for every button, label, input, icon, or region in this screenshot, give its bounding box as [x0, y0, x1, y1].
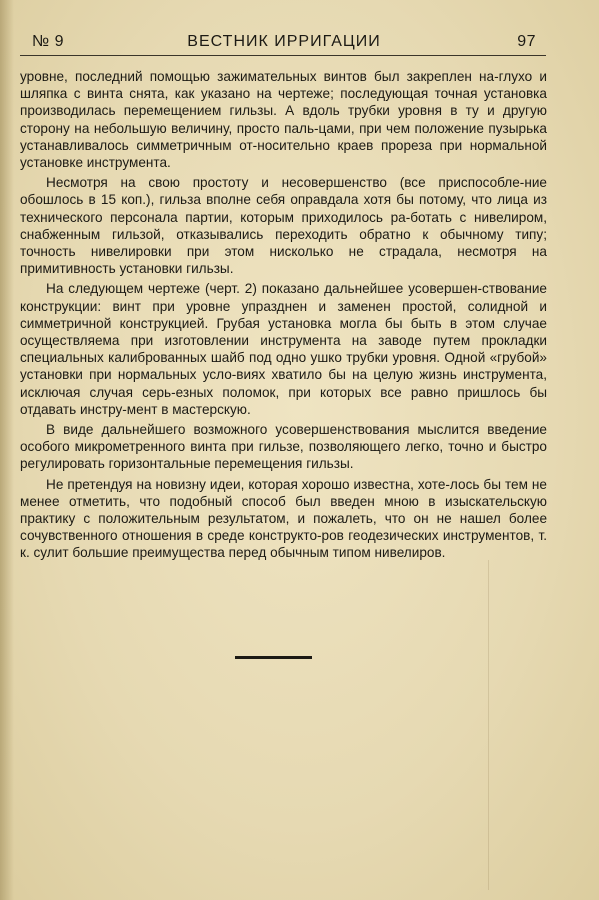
paragraph: Несмотря на свою простоту и несовершенство (все приспособле-ние обошлось в 15 коп.), гильза вполне себя оправдала хотя бы потому, что лица из технического персонала партии, которым приходилось ра-ботать с нивелиром, снабженным гильзой, отказывались переходить обратно к обычному типу; точность нивелировки при этом нисколько не страдала, несмотря на примитивность установки гильзы. — [20, 175, 547, 277]
article-body — [20, 68, 547, 565]
paragraph: Не претендуя на новизну идеи, которая хорошо известна, хоте-лось бы тем не менее отметить, что подобный способ был введен мною в изыскательскую практику с положительным результатом, и пожалеть, что он не нашел более сочувственного отношения в среде конструкто-ров геодезических инструментов, т. к. сулит большие преимущества перед обычным типом нивелиров. — [20, 476, 547, 561]
paragraph: На следующем чертеже (черт. 2) показано дальнейшее усовершен-ствование конструкции: винт при уровне упразднен и заменен простой, солидной и симметричной конструкцией. Грубая установка могла бы быть в этом случае осуществляема при изготовлении инструмента на заводе путем прокладки специальных калиброванных шайб под одно ушко трубки уровня. Одной «грубой» установки при нормальных усло-виях хватило бы на целую жизнь инструмента, исключая случая серь-езных поломок, при которых все равно пришлось бы отдавать инстру-мент в мастерскую. — [20, 281, 547, 417]
running-header — [22, 33, 546, 55]
journal-title: ВЕСТНИК ИРРИГАЦИИ — [187, 33, 381, 50]
paragraph: уровне, последний помощью зажимательных винтов был закреплен на-глухо и шляпка с винта снята, как указано на чертеже; последующая точная установка производилась перемещением гильзы. А вдоль трубки уровня в ту и другую сторону на небольшую величину, просто паль-цами, при чем положение пузырька устанавливалось симметричным от-носительно краев прореза при нормальной установке инструмента. — [20, 69, 547, 171]
page-edge-shadow — [0, 0, 14, 900]
page-number: 97 — [517, 33, 536, 50]
header-rule — [20, 55, 546, 56]
end-of-article-rule — [235, 656, 312, 659]
paragraph: В виде дальнейшего возможного усовершенствования мыслится введение особого микрометренного винта при гильзе, позволяющего легко, точно и быстро регулировать горизонтальные перемещения гильзы. — [20, 422, 547, 472]
issue-number: № 9 — [32, 33, 65, 50]
paper-fold-line — [488, 560, 489, 890]
